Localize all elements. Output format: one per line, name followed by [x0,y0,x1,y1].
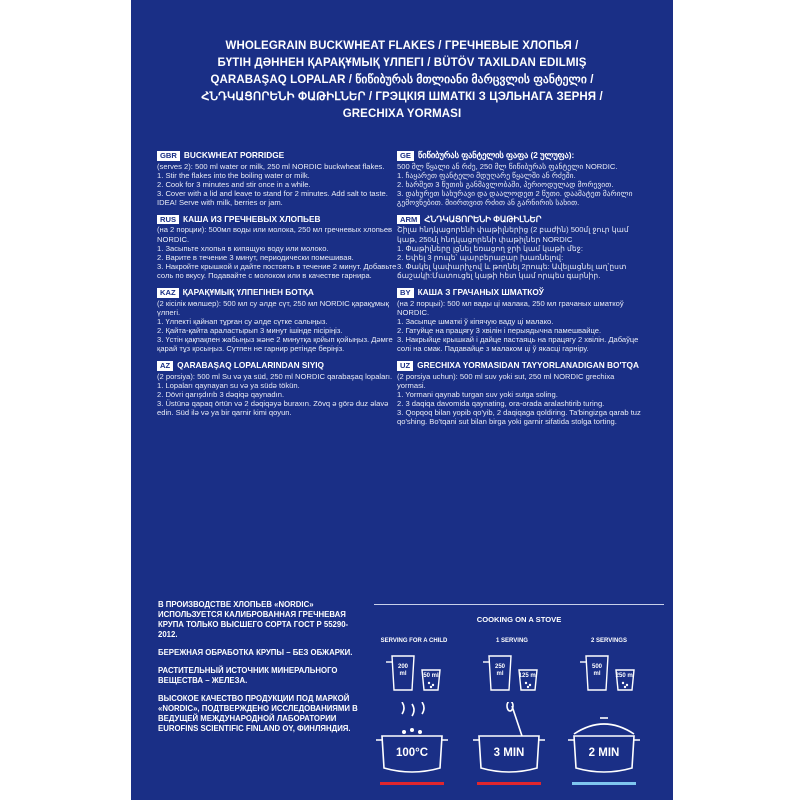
recipe-line: 3. Üstünə qapaq örtün və 2 dəqiqəyə buraxın. Zövq ə görə duz əlavə edin. Süd ilə və ya bir qarnir kimi qoyun. [157,398,389,417]
recipe-line: 3. Փակել կափարիչով և թողնել 2րոպե: Ավելացնել աղ՝ըստ ճաշակի:Մատուցել կաթի հետ կամ որպես գարնիր. [397,261,627,280]
recipe-line: 2. Варите в течение 3 минут, периодически помешивая. [157,252,354,262]
recipes-right-column [397,151,643,434]
language-badge: ARM [397,215,420,225]
recipe-line: 1. Lopaları qaynayan su və ya südə tökün. [157,380,300,390]
quality-notes [158,600,358,742]
serving-label: 2 SERVINGS [591,638,627,644]
quality-note: В ПРОИЗВОДСТВЕ ХЛОПЬЕВ «NORDIC» ИСПОЛЬЗУЕТСЯ КАЛИБРОВАННАЯ ГРЕЧНЕВАЯ КРУПА ТОЛЬКО ВЫСШЕГО СОРТА ГОСТ Р 55290-2012. [158,600,349,639]
spoon-icon [512,706,522,736]
language-badge: GE [397,151,414,161]
step-cook-time: 3 MIN [493,747,525,759]
recipe-line: 2. Եփել 3 րոպե՝ պարբերաբար խառնելով: [397,252,564,262]
heat-bar [477,782,541,785]
recipe-arm [397,215,643,280]
divider [374,604,664,605]
recipe-title: КАША ИЗ ГРЕЧНЕВЫХ ХЛОПЬЕВ [183,213,321,224]
stove-instructions [374,594,664,800]
recipe-line: 1. Засыпце шматкі ў кіпячую ваду ці малако. [397,316,554,326]
language-badge: BY [397,288,414,298]
recipe-line: 2. ხარშეთ 3 წუთის განმავლობაში, პერიოდულად მორევით. [397,179,614,189]
recipe-line: 1. Stir the flakes into the boiling water or milk. [157,170,310,180]
recipe-line: 3. Накрыйце крышкай і дайце пастаяць на працягу 2 хвілін. Дабаўце солі на смак. Падавайце з малаком ці ў якасці гарніру. [397,334,639,353]
stove-title: COOKING ON A STOVE [476,615,562,624]
recipe-title: წიწიბურას ფანტელის ფაფა (2 ულუფა): [417,150,575,160]
title-line: QARABAŞAQ LOPALAR / წიწიბურას მთლიანი მარცვლის ფანტელი / [210,74,594,86]
steam-icon [402,702,424,716]
recipe-line: 1. Փաթիլները լցնել եռացող ջրի կամ կաթի մեջ: [397,243,584,253]
title-line: WHOLEGRAIN BUCKWHEAT FLAKES / ГРЕЧНЕВЫЕ ХЛОПЬЯ / [225,40,579,52]
recipe-uz [397,361,643,426]
recipe-line: (serves 2): 500 ml water or milk, 250 ml NORDIC buckwheat flakes. [157,161,385,171]
language-badge: KAZ [157,288,179,298]
recipe-line: 3. Үстін қақпақпен жабыңыз және 2 минутқа қойып қойыңыз. Дәмге қарай тұз қосыңыз. Сүтпен не гарнир ретінде беріңіз. [157,334,393,353]
quality-note: ВЫСОКОЕ КАЧЕСТВО ПРОДУКЦИИ ПОД МАРКОЙ «NORDIC», ПОДТВЕРЖДЕНО ИССЛЕДОВАНИЯМИ В ВЕДУЩЕЙ МЕЖДУНАРОДНОЙ ЛАБОРАТОРИИ EUROFINS SCIENTIFIC FINLAND OY, ФИНЛЯНДИЯ. [158,694,358,733]
recipe-title: QARABAŞAQ LOPALARINDAN SIYIQ [177,360,325,371]
step-rest-time: 2 MIN [588,747,620,759]
recipe-line: (2 porsiya): 500 ml Su və ya süd, 250 ml NORDIC qarabaşaq lopaları. [157,371,393,381]
recipe-line: 1. Yormani qaynab turgan suv yoki sutga soling. [397,389,558,399]
recipe-by [397,288,643,353]
language-badge: AZ [157,361,173,371]
title-line: ՀՆԴԿԱՑՈՐԵՆԻ ՓԱԹԻԼՆԵՐ / ГРЭЦКІЯ ШМАТКІ З ЦЭЛЬНАГА ЗЕРНЯ / [201,91,603,103]
recipe-line: (на 2 порции): 500мл воды или молока, 250 мл гречневых хлопьев NORDIC. [157,225,393,244]
language-badge: GBR [157,151,180,161]
quality-note: БЕРЕЖНАЯ ОБРАБОТКА КРУПЫ – БЕЗ ОБЖАРКИ. [158,648,353,657]
flakes-amount: 250 ml [615,673,635,679]
recipe-rus [157,215,401,280]
recipe-gbr [157,151,401,207]
recipe-line: 3. Qopqoq bilan yopib qo'yib, 2 daqiqaga qoldiring. Ta'bingizga qarab tuz qo'shing. Bo'tqani sut bilan birga yoki garnir sifatida stolga torting. [397,407,641,427]
recipe-ge [397,151,643,207]
quality-note: РАСТИТЕЛЬНЫЙ ИСТОЧНИК МИНЕРАЛЬНОГО ВЕЩЕСТВА – ЖЕЛЕЗА. [158,666,338,685]
flakes-amount: 125 ml [518,673,538,679]
heat-bar [380,782,444,785]
serving-label: 1 SERVING [496,638,528,644]
recipe-title: ҚАРАҚҰМЫҚ ҮЛПЕГІНЕН БОТҚА [182,287,314,298]
recipe-title: GRECHIXA YORMASIDAN TAYYORLANADIGAN BO'TQA [417,360,639,371]
step-temperature: 100°C [395,747,429,759]
recipe-line: 1. ჩაყარეთ ფანტელი მდუღარე წყალში ან რძეში. [397,170,576,180]
liquid-amount: 250 ml [494,664,505,677]
liquid-amount: 500 ml [591,664,602,677]
recipe-line: Շիլա հնդկացորենի փաթիլներից (2 բաժին) 500մլ ջուր կամ կաթ, 250մլ հնդկացորենի փաթիլներ NORDIC [397,225,629,244]
package-back-panel [131,0,673,800]
liquid-amount: 200 ml [397,664,408,677]
product-title [131,38,673,123]
heat-bar [572,782,636,785]
recipe-line: 2. Қайта-қайта араластырып 3 минут ішінде пісіріңіз. [157,325,343,335]
recipe-az [157,361,401,417]
recipe-line: 1. Үлпекті қайнап тұрған су әлде сүтке салыңыз. [157,316,328,326]
bottom-area [131,594,673,800]
recipe-line: 2. 3 daqiqa davomida qaynating, ora-orada aralashtirib turing. [397,398,605,408]
title-line: GRECHIXA YORMASI [342,108,462,120]
language-badge: UZ [397,361,413,371]
flakes-amount: 50 ml [423,673,439,679]
recipe-line: 1. Засыпьте хлопья в кипящую воду или молоко. [157,243,329,253]
recipe-line: 2. Гатуйце на працягу 3 хвілін і перыядычна памешвайце. [397,325,602,335]
recipe-title: ՀՆԴԿԱՑՈՐԵՆԻ ՓԱԹԻԼՆԵՐ [424,213,542,224]
recipe-line: (2 porsiya uchun): 500 ml suv yoki sut, 250 ml NORDIC grechixa yormasi. [397,371,615,390]
title-line: БҮТІН ДӘННЕН ҚАРАҚҰМЫҚ ҮЛПЕГІ / BÜTÖV TAXILDAN EDILMIŞ [217,57,587,69]
serving-label: SERVING FOR A CHILD [380,638,448,644]
recipe-line: 2. Dövri qarışdırıb 3 dəqiqə qaynadın. [157,389,285,399]
recipes-left-column [157,151,401,425]
recipe-line: 3. Cover with a lid and leave to stand for 2 minutes. Add salt to taste. IDEA! Serve with milk, berries or jam. [157,188,388,207]
recipe-line: 3. Накройте крышкой и дайте постоять в течение 2 минут. Добавьте соль по вкусу. Подавайте с молоком или в качестве гарнира. [157,261,397,280]
recipe-line: (2 кісілік мөлшер): 500 мл су әлде сүт, 250 мл NORDIC қарақұмық үлпегі. [157,298,389,317]
recipe-line: (на 2 порцыі): 500 мл вады ці малака, 250 мл грачаных шматкоў NORDIC. [397,298,624,317]
recipe-line: 2. Cook for 3 minutes and stir once in a while. [157,179,311,189]
recipe-title: КАША З ГРАЧАНЫХ ШМАТКОЎ [417,287,544,298]
recipe-title: BUCKWHEAT PORRIDGE [183,150,285,160]
lid-icon [574,724,634,734]
recipe-line: 3. დახურეთ სახურავი და დაალოდეთ 2 წუთი. დაამატეთ მარილი გემოვნებით. მიირთვით რძით ან გარნირის სახით. [397,188,633,207]
language-badge: RUS [157,215,179,225]
recipe-kaz [157,288,401,353]
recipe-line: 500 მლ წყალი ან რძე, 250 მლ წიწიბურას ფანტელი NORDIC. [397,161,618,171]
